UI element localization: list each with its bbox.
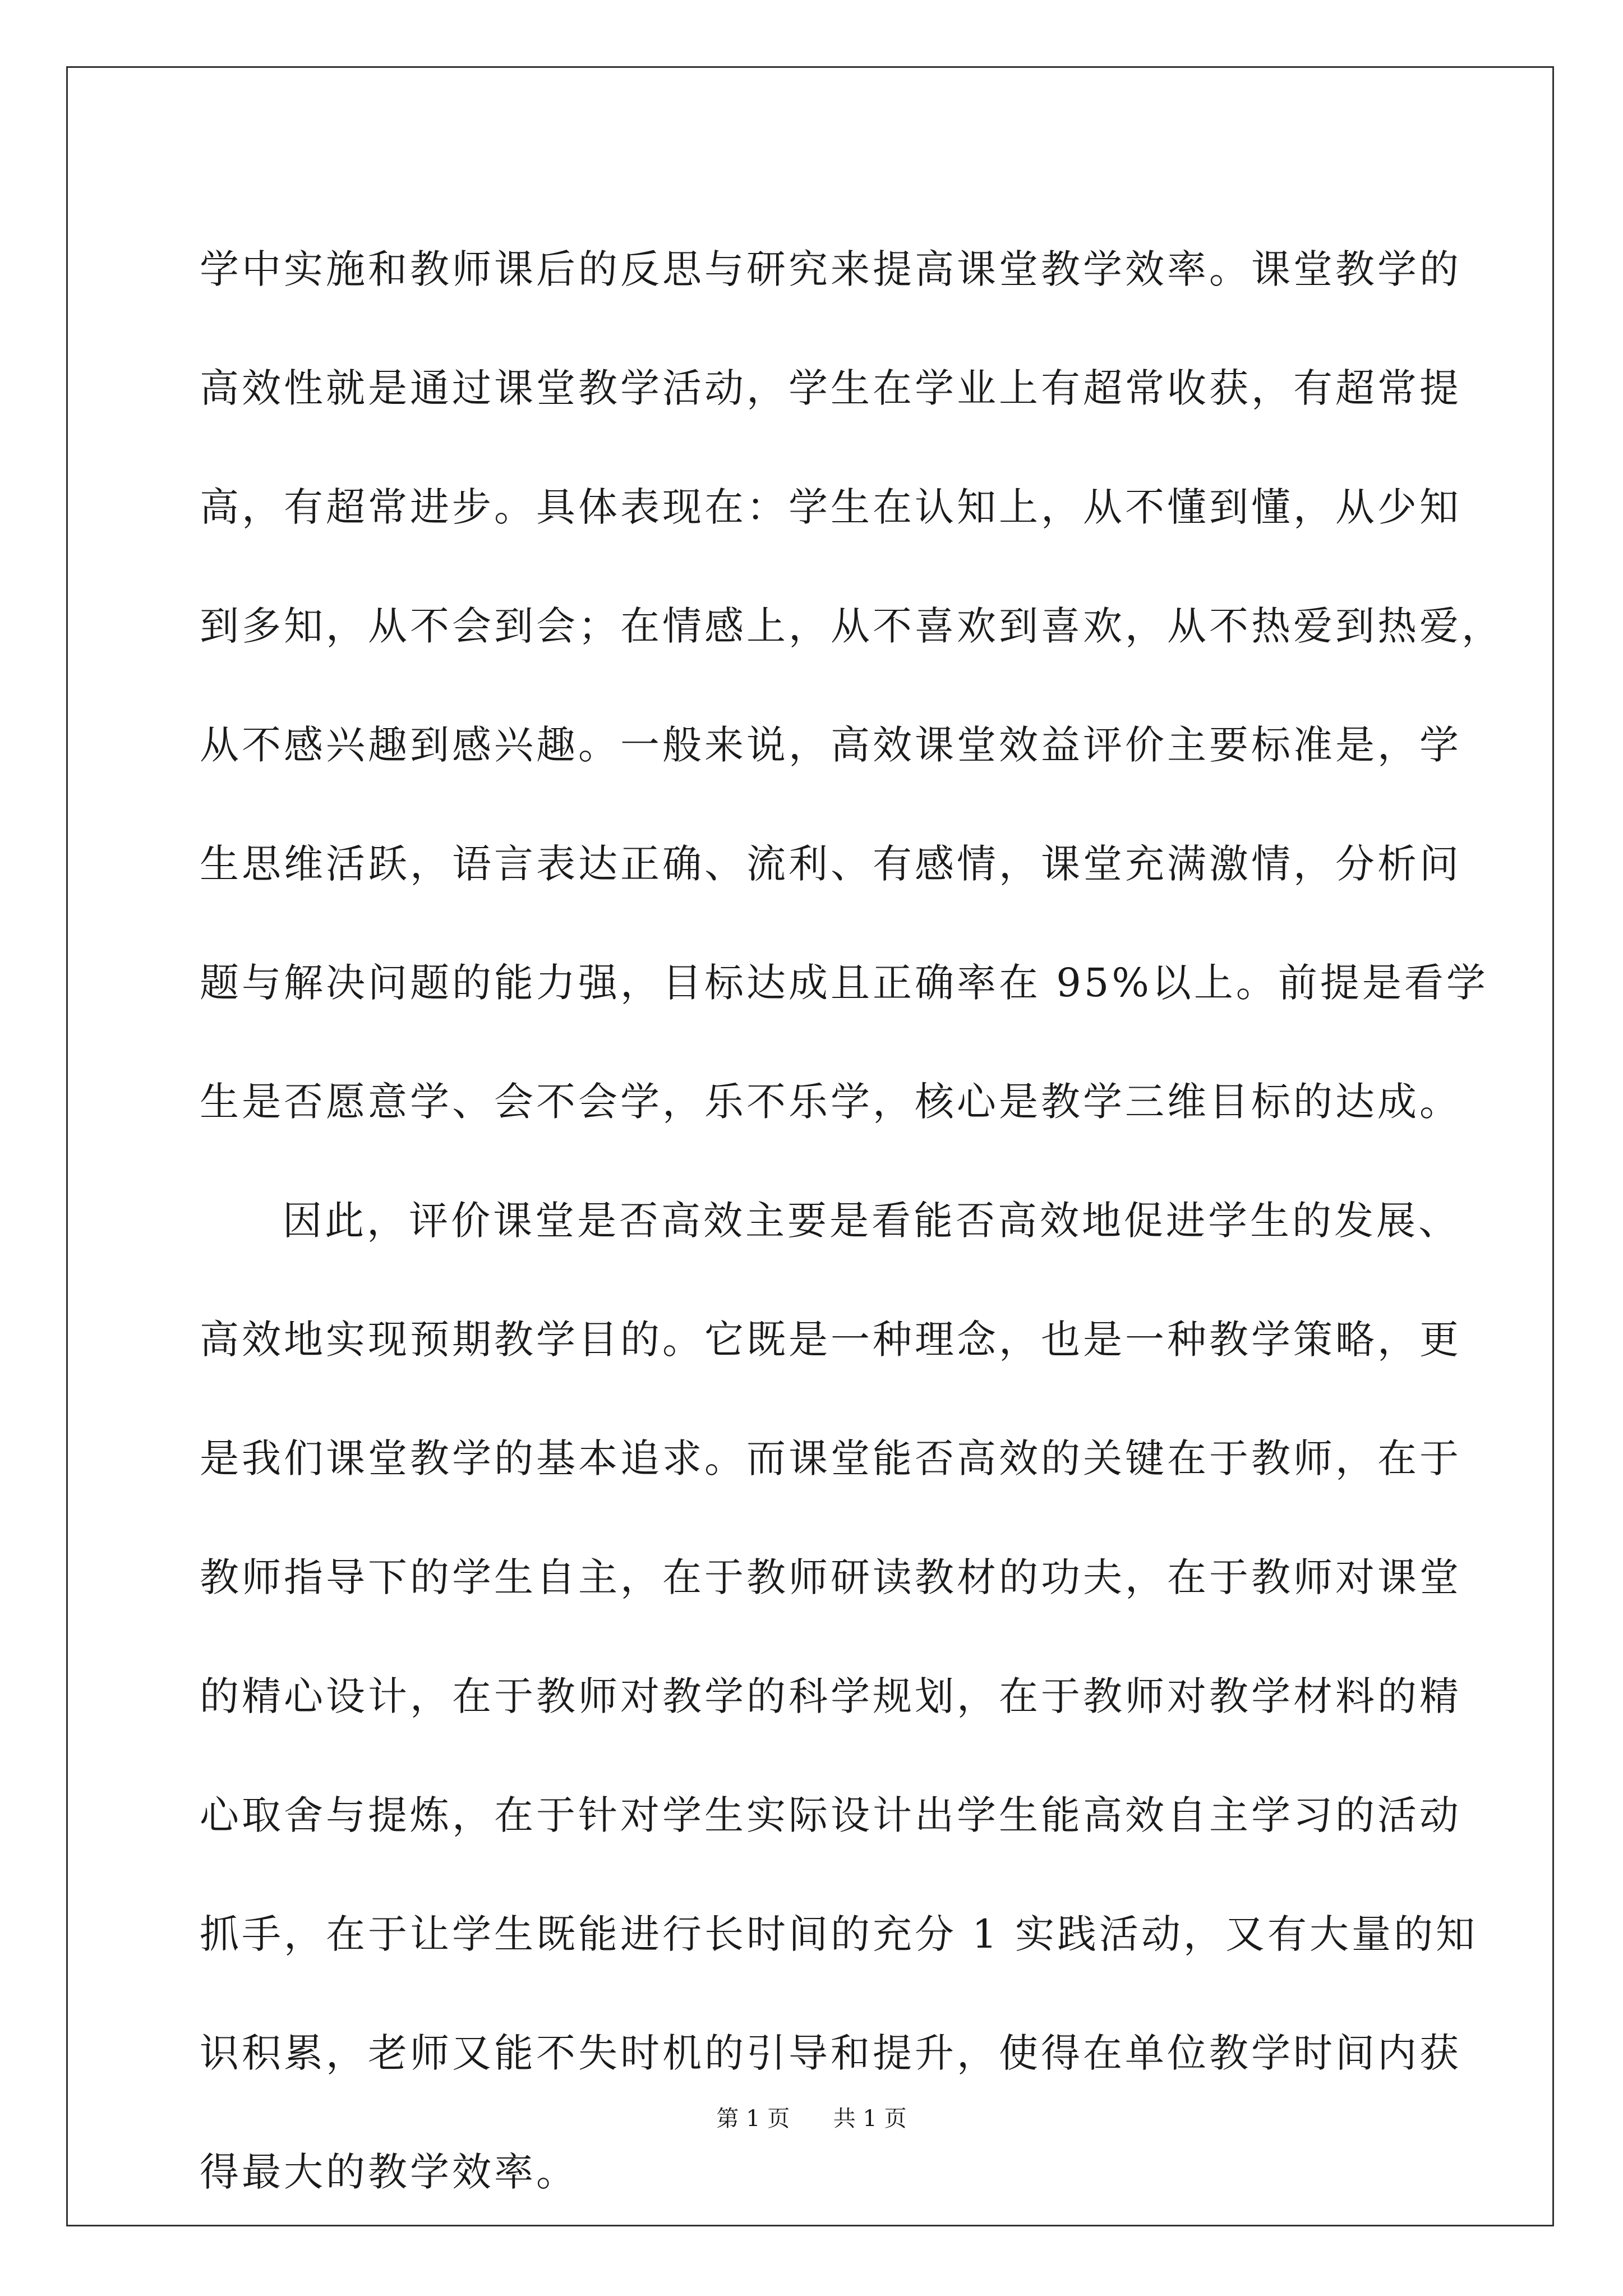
- text-line: 识积累，老师又能不失时机的引导和提升，使得在单位教学时间内获: [200, 2030, 1461, 2076]
- text-line: 题与解决问题的能力强，目标达成且正确率在 95%以上。前提是看学: [200, 960, 1488, 1006]
- text-line: 高，有超常进步。具体表现在：学生在认知上，从不懂到懂，从少知: [200, 484, 1461, 530]
- text-line: 生是否愿意学、会不会学，乐不乐学，核心是教学三维目标的达成。: [200, 1079, 1461, 1125]
- text-line: 心取舍与提炼，在于针对学生实际设计出学生能高效自主学习的活动: [200, 1792, 1461, 1838]
- page-footer: [0, 2105, 1623, 2133]
- text-line: 高效地实现预期教学目的。它既是一种理念，也是一种教学策略，更: [200, 1317, 1461, 1363]
- page-total: 共 1 页: [833, 2106, 907, 2132]
- text-line: 教师指导下的学生自主，在于教师研读教材的功夫，在于教师对课堂: [200, 1554, 1461, 1600]
- text-line: 抓手，在于让学生既能进行长时间的充分 1 实践活动，又有大量的知: [200, 1911, 1478, 1957]
- paragraph-start-line: 因此，评价课堂是否高效主要是看能否高效地促进学生的发展、: [283, 1198, 1460, 1244]
- page-number: 第 1 页: [716, 2106, 790, 2132]
- text-line: 得最大的教学效率。: [200, 2149, 578, 2195]
- text-line: 的精心设计，在于教师对教学的科学规划，在于教师对教学材料的精: [200, 1673, 1461, 1719]
- text-line: 高效性就是通过课堂教学活动，学生在学业上有超常收获，有超常提: [200, 365, 1461, 411]
- text-line: 生思维活跃，语言表达正确、流利、有感情，课堂充满激情，分析问: [200, 841, 1461, 887]
- document-body: [200, 210, 1504, 2231]
- text-line: 到多知，从不会到会；在情感上，从不喜欢到喜欢，从不热爱到热爱，: [200, 603, 1504, 649]
- text-line: 学中实施和教师课后的反思与研究来提高课堂教学效率。课堂教学的: [200, 246, 1461, 292]
- text-line: 从不感兴趣到感兴趣。一般来说，高效课堂效益评价主要标准是，学: [200, 722, 1461, 768]
- text-line: 是我们课堂教学的基本追求。而课堂能否高效的关键在于教师，在于: [200, 1435, 1461, 1481]
